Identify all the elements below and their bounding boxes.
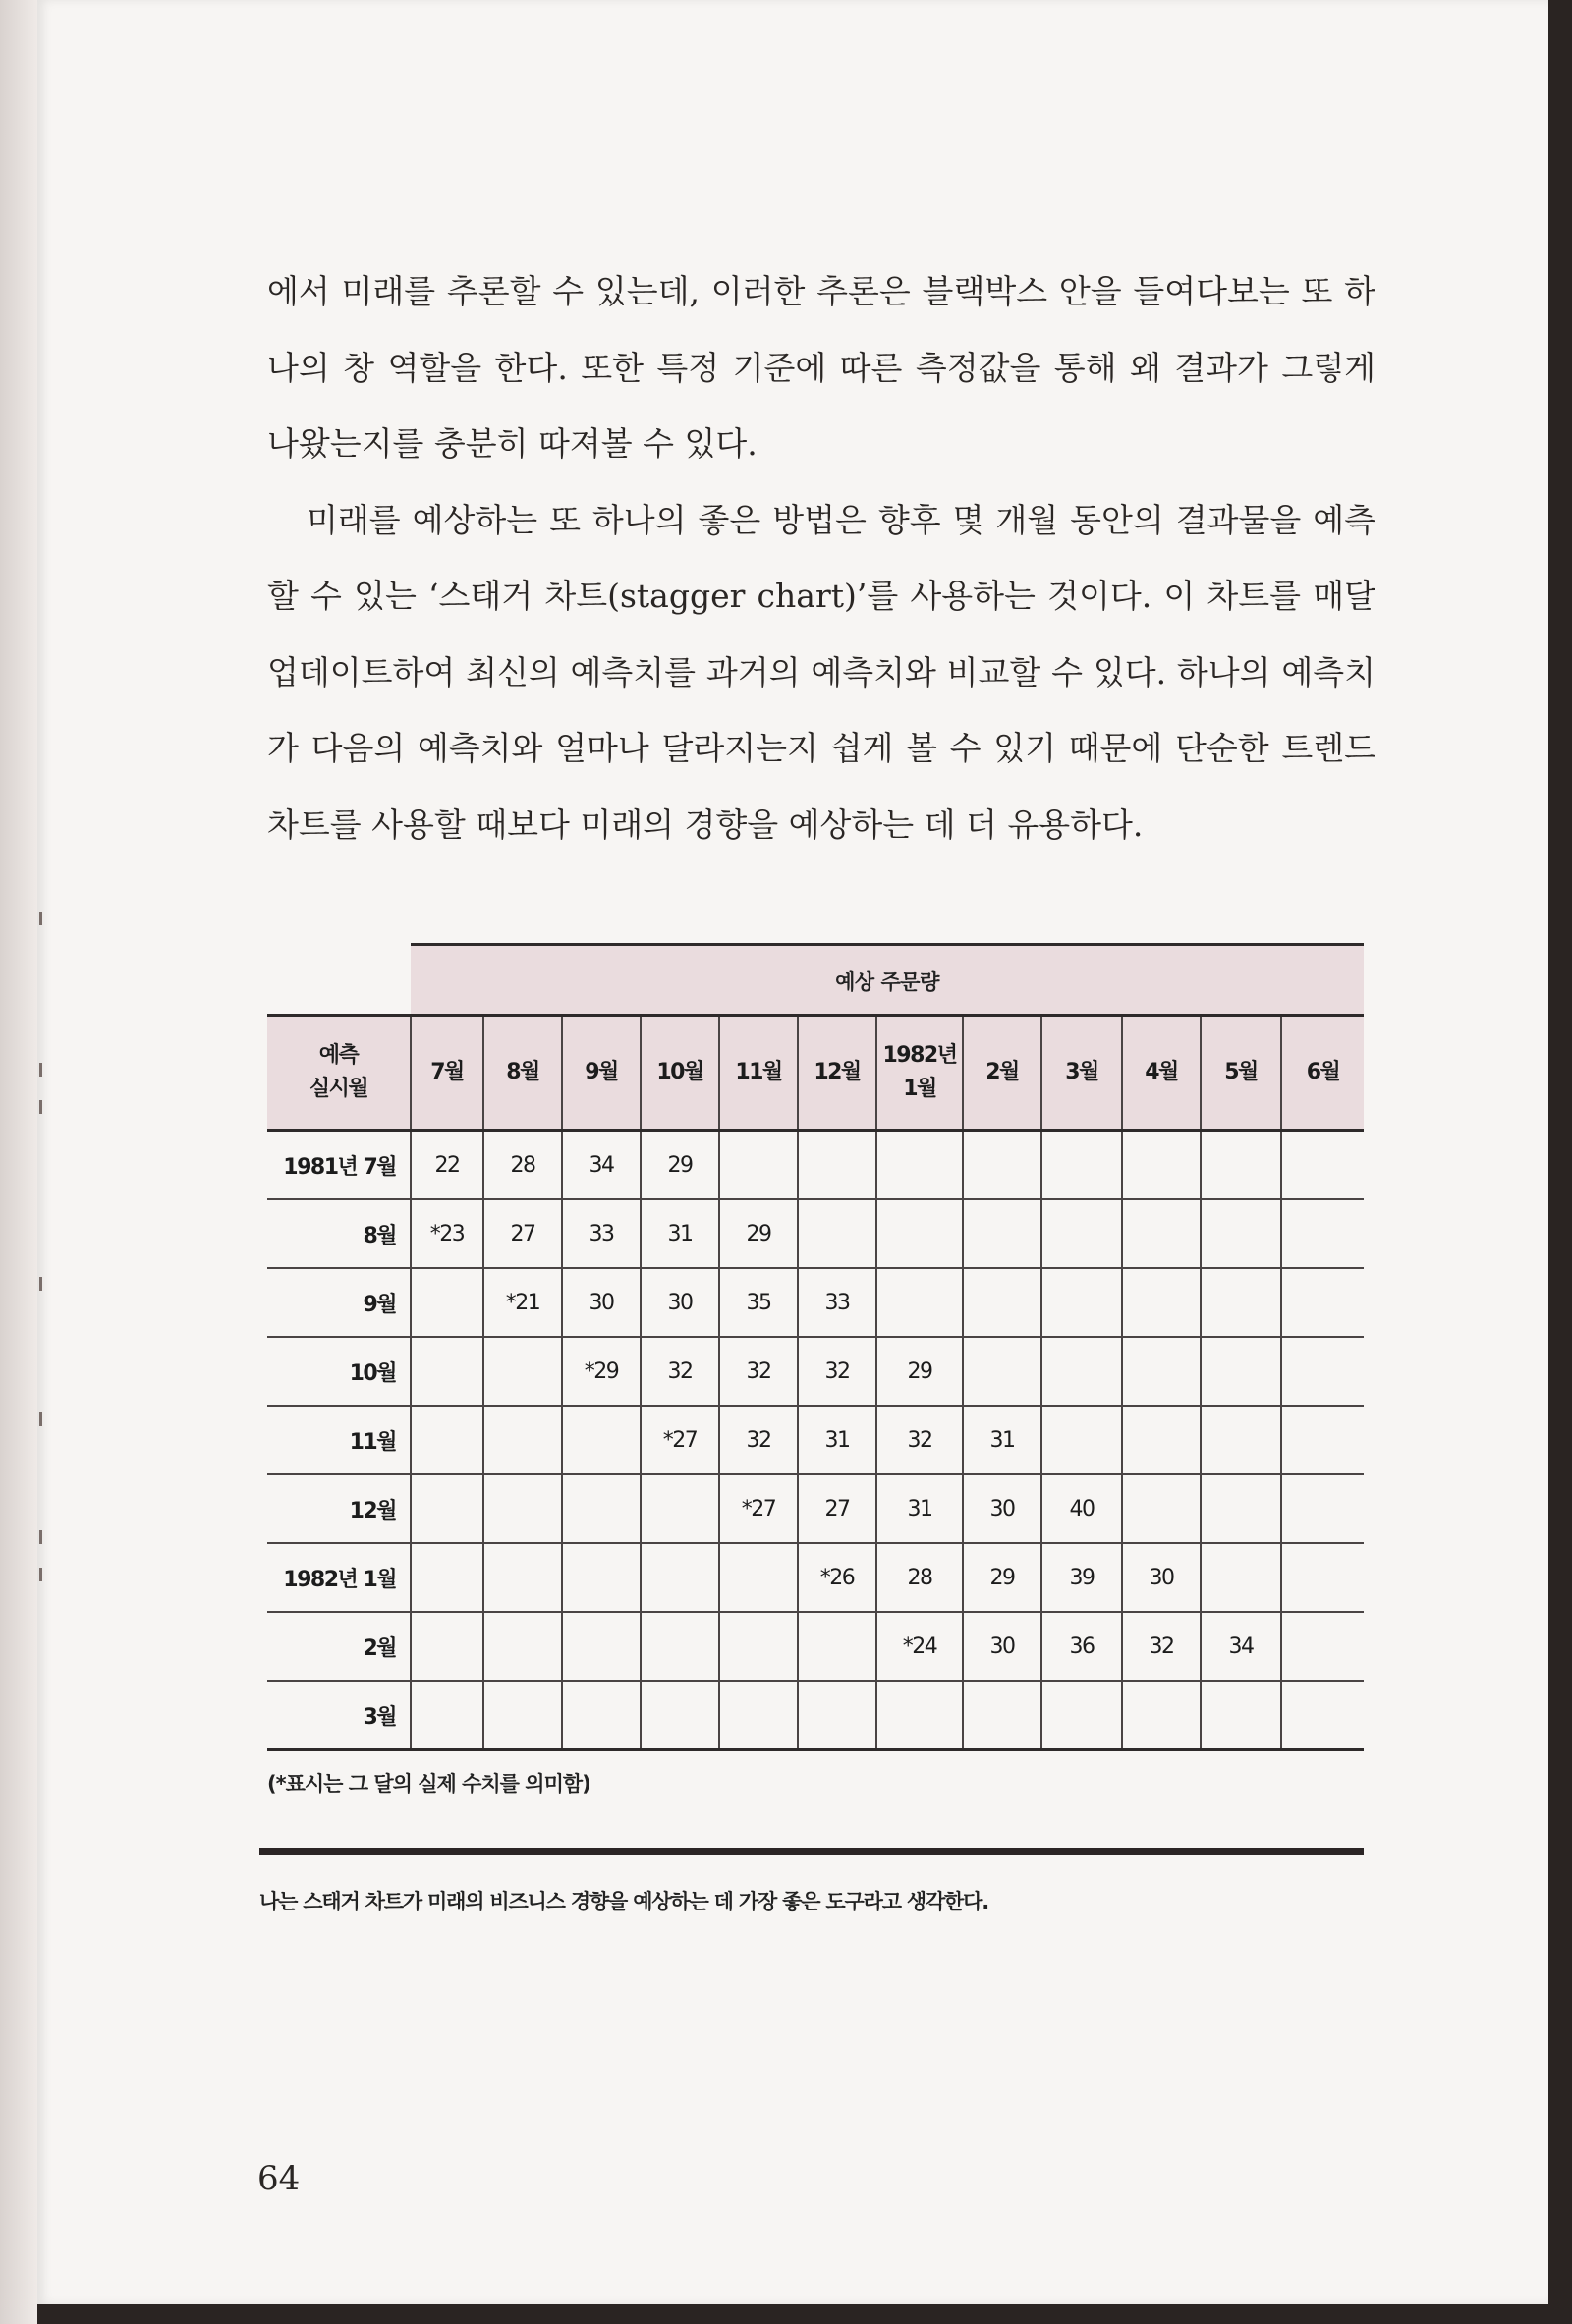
table-cell <box>562 1681 641 1750</box>
table-row <box>267 1406 1364 1474</box>
table-cell: 28 <box>483 1131 562 1200</box>
table-row <box>267 1131 1364 1200</box>
table-row <box>267 1268 1364 1337</box>
table-cell <box>411 1543 483 1612</box>
table-cell: 32 <box>798 1337 876 1406</box>
table-cell: 30 <box>1122 1543 1201 1612</box>
table-row <box>267 1612 1364 1681</box>
column-header: 1982년 1월 <box>876 1016 963 1131</box>
table-cell <box>1201 1268 1281 1337</box>
table-cell: *21 <box>483 1268 562 1337</box>
table-cell <box>641 1612 719 1681</box>
table-cell <box>798 1131 876 1200</box>
table-cell <box>1041 1406 1122 1474</box>
table-row <box>267 1681 1364 1750</box>
table-cell <box>1201 1474 1281 1543</box>
table-cell: *24 <box>876 1612 963 1681</box>
table-cell: 27 <box>483 1199 562 1268</box>
table-cell <box>1122 1406 1201 1474</box>
table-cell: *29 <box>562 1337 641 1406</box>
table-cell <box>1122 1268 1201 1337</box>
table-cell <box>1281 1337 1364 1406</box>
column-header: 12월 <box>798 1016 876 1131</box>
column-header: 4월 <box>1122 1016 1201 1131</box>
table-cell <box>1041 1199 1122 1268</box>
table-cell <box>411 1268 483 1337</box>
column-header: 10월 <box>641 1016 719 1131</box>
table-cell <box>1281 1474 1364 1543</box>
table-cell: 29 <box>641 1131 719 1200</box>
table-cell: 34 <box>1201 1612 1281 1681</box>
table-row <box>267 1474 1364 1543</box>
table-cell: 29 <box>963 1543 1041 1612</box>
table-cell <box>411 1681 483 1750</box>
row-label: 11월 <box>267 1406 411 1474</box>
table-cell <box>483 1681 562 1750</box>
forecast-orders-header: 예상 주문량 <box>411 943 1364 1017</box>
table-row <box>267 1543 1364 1612</box>
column-header: 6월 <box>1281 1016 1364 1131</box>
row-label: 1982년 1월 <box>267 1543 411 1612</box>
column-header: 5월 <box>1201 1016 1281 1131</box>
row-label: 3월 <box>267 1681 411 1750</box>
table-row <box>267 1337 1364 1406</box>
row-header-line1: 예측 <box>318 1043 359 1068</box>
table-cell: 32 <box>719 1337 798 1406</box>
table-cell: 32 <box>876 1406 963 1474</box>
table-cell <box>798 1199 876 1268</box>
table-cell: 31 <box>963 1406 1041 1474</box>
paragraph: 에서 미래를 추론할 수 있는데, 이러한 추론은 블랙박스 안을 들여다보는 또 하나의 창 역할을 한다. 또한 특정 기준에 따른 측정값을 통해 왜 결과가 그렇게 나왔는지를 충분히 따져볼 수 있다. <box>267 272 1376 463</box>
table-row <box>267 1199 1364 1268</box>
table-header-row <box>267 1016 1364 1131</box>
row-header-cell <box>267 1016 411 1131</box>
table-cell <box>963 1681 1041 1750</box>
table-cell: *27 <box>719 1474 798 1543</box>
table-cell <box>1122 1681 1201 1750</box>
table-cell: 31 <box>641 1199 719 1268</box>
paragraph: 미래를 예상하는 또 하나의 좋은 방법은 향후 몇 개월 동안의 결과물을 예측할 수 있는 ‘스태거 차트(stagger chart)’를 사용하는 것이다. 이 차트를 매달 업데이트하여 최신의 예측치를 과거의 예측치와 비교할 수 있다. 하나의 예측치가 다음의 예측치와 얼마나 달라지는지 쉽게 볼 수 있기 때문에 단순한 트렌드 차트를 사용할 때보다 미래의 경향을 예상하는 데 더 유용하다. <box>267 500 1376 844</box>
table-cell <box>963 1199 1041 1268</box>
table-cell <box>562 1612 641 1681</box>
table-cell <box>876 1131 963 1200</box>
caption: 나는 스태거 차트가 미래의 비즈니스 경향을 예상하는 데 가장 좋은 도구라고 생각한다. <box>259 1890 989 1913</box>
table-cell <box>1122 1199 1201 1268</box>
table-cell <box>719 1612 798 1681</box>
table-cell: 31 <box>876 1474 963 1543</box>
table-cell <box>411 1337 483 1406</box>
table-cell: 30 <box>641 1268 719 1337</box>
table-cell <box>1201 1406 1281 1474</box>
table-cell: 30 <box>963 1474 1041 1543</box>
table-cell <box>641 1474 719 1543</box>
table-cell: 30 <box>963 1612 1041 1681</box>
row-header-line2: 실시월 <box>309 1077 368 1101</box>
table-cell <box>963 1337 1041 1406</box>
table-cell: *26 <box>798 1543 876 1612</box>
table-cell <box>1201 1543 1281 1612</box>
row-label: 2월 <box>267 1612 411 1681</box>
table-cell <box>963 1268 1041 1337</box>
table-cell <box>411 1474 483 1543</box>
table-cell: 33 <box>562 1199 641 1268</box>
table-cell <box>1281 1543 1364 1612</box>
table-cell <box>1201 1681 1281 1750</box>
table-cell <box>483 1474 562 1543</box>
table-cell: 29 <box>719 1199 798 1268</box>
row-label: 8월 <box>267 1199 411 1268</box>
table-cell <box>641 1681 719 1750</box>
row-label: 10월 <box>267 1337 411 1406</box>
table-cell <box>641 1543 719 1612</box>
table-cell: 27 <box>798 1474 876 1543</box>
row-label: 9월 <box>267 1268 411 1337</box>
table-body <box>267 1131 1364 1750</box>
column-header: 9월 <box>562 1016 641 1131</box>
table-cell <box>411 1612 483 1681</box>
table-cell: 32 <box>1122 1612 1201 1681</box>
table-cell <box>562 1406 641 1474</box>
row-label: 12월 <box>267 1474 411 1543</box>
table-cell <box>1122 1474 1201 1543</box>
table-cell: 32 <box>641 1337 719 1406</box>
table-cell <box>719 1131 798 1200</box>
stagger-table <box>267 1014 1364 1751</box>
table-cell <box>1201 1337 1281 1406</box>
table-cell <box>1041 1268 1122 1337</box>
column-header: 2월 <box>963 1016 1041 1131</box>
table-cell <box>562 1543 641 1612</box>
page-number: 64 <box>257 2159 301 2198</box>
table-cell <box>876 1199 963 1268</box>
table-cell <box>1201 1131 1281 1200</box>
column-header: 7월 <box>411 1016 483 1131</box>
table-cell <box>1281 1612 1364 1681</box>
table-cell: 30 <box>562 1268 641 1337</box>
table-cell: 40 <box>1041 1474 1122 1543</box>
table-cell <box>1281 1406 1364 1474</box>
table-cell <box>1281 1131 1364 1200</box>
table-cell <box>1281 1681 1364 1750</box>
table-cell <box>562 1474 641 1543</box>
table-cell <box>876 1268 963 1337</box>
page-edge <box>0 0 37 2324</box>
table-cell <box>798 1612 876 1681</box>
row-label: 1981년 7월 <box>267 1131 411 1200</box>
table-cell <box>1122 1131 1201 1200</box>
table-cell <box>1281 1268 1364 1337</box>
column-header: 3월 <box>1041 1016 1122 1131</box>
caption-rule <box>259 1848 1364 1855</box>
table-cell <box>411 1406 483 1474</box>
table-cell: 32 <box>719 1406 798 1474</box>
table-cell <box>1122 1337 1201 1406</box>
table-cell <box>1041 1337 1122 1406</box>
table-cell <box>483 1337 562 1406</box>
table-cell <box>483 1406 562 1474</box>
table-cell <box>876 1681 963 1750</box>
table-cell <box>963 1131 1041 1200</box>
column-header: 8월 <box>483 1016 562 1131</box>
table-cell <box>719 1681 798 1750</box>
table-cell: *27 <box>641 1406 719 1474</box>
table-cell: 28 <box>876 1543 963 1612</box>
table-cell <box>719 1543 798 1612</box>
table-cell: 29 <box>876 1337 963 1406</box>
table-cell <box>1041 1131 1122 1200</box>
table-cell: 39 <box>1041 1543 1122 1612</box>
column-header: 11월 <box>719 1016 798 1131</box>
table-cell <box>483 1612 562 1681</box>
table-cell: 34 <box>562 1131 641 1200</box>
table-cell: 31 <box>798 1406 876 1474</box>
table-cell: *23 <box>411 1199 483 1268</box>
table-cell <box>1201 1199 1281 1268</box>
body-text <box>267 253 1376 862</box>
table-cell: 33 <box>798 1268 876 1337</box>
table-cell: 22 <box>411 1131 483 1200</box>
table-cell <box>1281 1199 1364 1268</box>
table-cell <box>483 1543 562 1612</box>
table-note: (*표시는 그 달의 실제 수치를 의미함) <box>267 1772 590 1796</box>
table-cell: 36 <box>1041 1612 1122 1681</box>
table-cell <box>1041 1681 1122 1750</box>
table-cell: 35 <box>719 1268 798 1337</box>
table-cell <box>798 1681 876 1750</box>
